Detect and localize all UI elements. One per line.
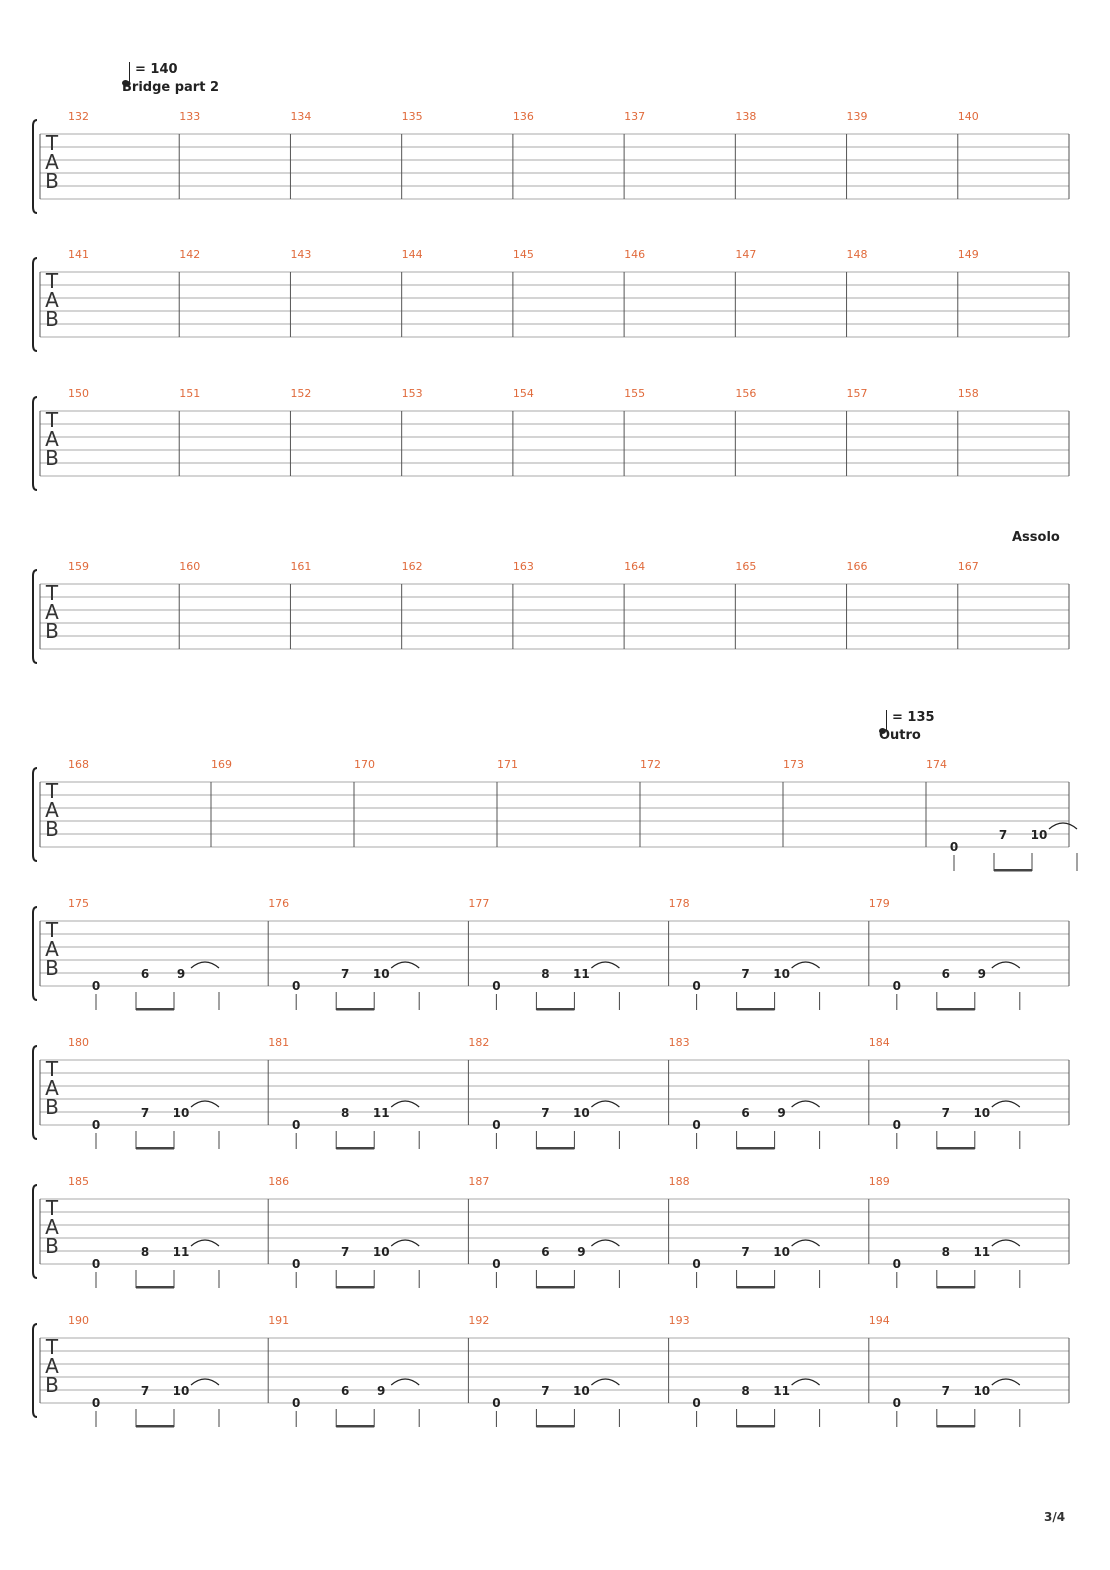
fret-number: 0 bbox=[692, 1118, 701, 1132]
note-beam bbox=[937, 1425, 975, 1428]
tie-arc bbox=[992, 1101, 1020, 1107]
bar-number: 134 bbox=[290, 110, 312, 123]
note-beam bbox=[136, 1008, 174, 1011]
fret-number: 9 bbox=[777, 1106, 786, 1120]
bar-number: 187 bbox=[468, 1175, 490, 1188]
bar-number: 186 bbox=[268, 1175, 290, 1188]
system-bracket bbox=[33, 397, 37, 490]
tab-clef-letter: B bbox=[45, 956, 59, 980]
bar-number: 139 bbox=[846, 110, 868, 123]
tab-clef-letter: B bbox=[45, 307, 59, 331]
fret-number: 0 bbox=[492, 1118, 501, 1132]
bar-number: 168 bbox=[68, 758, 89, 771]
bar-number: 153 bbox=[401, 387, 423, 400]
fret-number: 8 bbox=[941, 1245, 950, 1259]
fret-number: 11 bbox=[372, 1106, 390, 1120]
fret-number: 10 bbox=[1030, 828, 1048, 842]
bar-number: 159 bbox=[68, 560, 89, 573]
note-beam bbox=[937, 1147, 975, 1150]
bar-number: 176 bbox=[268, 897, 290, 910]
fret-number: 0 bbox=[91, 979, 101, 993]
tab-clef-letter: A bbox=[45, 1076, 59, 1100]
bar-number: 140 bbox=[957, 110, 979, 123]
bar-number: 144 bbox=[401, 248, 423, 261]
fret-number: 10 bbox=[372, 967, 390, 981]
tie-arc bbox=[191, 1101, 219, 1107]
fret-number: 0 bbox=[949, 840, 959, 854]
fret-number: 10 bbox=[172, 1106, 190, 1120]
fret-number: 7 bbox=[341, 1245, 350, 1259]
fret-number: 7 bbox=[998, 828, 1008, 842]
fret-number: 0 bbox=[692, 979, 701, 993]
bar-number: 142 bbox=[179, 248, 201, 261]
fret-number: 7 bbox=[941, 1106, 950, 1120]
bar-number: 180 bbox=[68, 1036, 89, 1049]
fret-number: 8 bbox=[541, 967, 550, 981]
system-bracket bbox=[33, 570, 37, 663]
bar-number: 133 bbox=[179, 110, 201, 123]
note-beam bbox=[937, 1286, 975, 1289]
bar-number: 158 bbox=[957, 387, 979, 400]
note-beam bbox=[136, 1286, 174, 1289]
tab-clef-letter: T bbox=[45, 408, 59, 432]
fret-number: 10 bbox=[573, 1106, 590, 1120]
fret-number: 7 bbox=[541, 1384, 550, 1398]
note-beam bbox=[737, 1286, 775, 1289]
fret-number: 7 bbox=[140, 1106, 150, 1120]
fret-number: 6 bbox=[741, 1106, 750, 1120]
note-beam bbox=[136, 1147, 174, 1150]
note-beam bbox=[536, 1425, 574, 1428]
tie-arc bbox=[992, 1240, 1020, 1246]
fret-number: 0 bbox=[292, 1118, 301, 1132]
system-bracket bbox=[33, 1046, 37, 1139]
system-bracket bbox=[33, 1185, 37, 1278]
fret-number: 6 bbox=[941, 967, 950, 981]
note-beam bbox=[336, 1147, 374, 1150]
tie-arc bbox=[1049, 823, 1077, 829]
bar-number: 150 bbox=[68, 387, 89, 400]
tie-arc bbox=[191, 1379, 219, 1385]
fret-number: 10 bbox=[372, 1245, 390, 1259]
note-beam bbox=[536, 1147, 574, 1150]
bar-number: 190 bbox=[68, 1314, 89, 1327]
tab-clef-letter: B bbox=[45, 1234, 59, 1258]
fret-number: 9 bbox=[977, 967, 986, 981]
bar-number: 192 bbox=[468, 1314, 490, 1327]
bar-number: 181 bbox=[268, 1036, 290, 1049]
tab-clef-letter: T bbox=[45, 918, 59, 942]
bar-number: 152 bbox=[290, 387, 312, 400]
tie-arc bbox=[792, 1379, 820, 1385]
bar-number: 189 bbox=[868, 1175, 890, 1188]
bar-number: 132 bbox=[68, 110, 89, 123]
fret-number: 0 bbox=[892, 1118, 901, 1132]
tie-arc bbox=[792, 962, 820, 968]
bar-number: 172 bbox=[640, 758, 661, 771]
tab-clef-letter: T bbox=[45, 269, 59, 293]
fret-number: 0 bbox=[892, 1396, 901, 1410]
bar-number: 136 bbox=[512, 110, 534, 123]
tab-clef-letter: A bbox=[45, 288, 59, 312]
tab-clef-letter: B bbox=[45, 1373, 59, 1397]
fret-number: 0 bbox=[91, 1118, 101, 1132]
tab-clef-letter: T bbox=[45, 1057, 59, 1081]
bar-number: 194 bbox=[868, 1314, 890, 1327]
bar-number: 165 bbox=[735, 560, 757, 573]
note-beam bbox=[336, 1008, 374, 1011]
tempo-marking-outro: = 135 bbox=[892, 710, 935, 725]
fret-number: 10 bbox=[573, 1384, 590, 1398]
bar-number: 173 bbox=[783, 758, 804, 771]
bar-number: 184 bbox=[868, 1036, 890, 1049]
bar-number: 178 bbox=[668, 897, 690, 910]
note-beam bbox=[536, 1286, 574, 1289]
note-beam bbox=[937, 1008, 975, 1011]
fret-number: 0 bbox=[492, 1257, 501, 1271]
tie-arc bbox=[591, 1379, 619, 1385]
section-label-outro: Outro bbox=[879, 728, 921, 743]
bar-number: 148 bbox=[846, 248, 868, 261]
tie-arc bbox=[992, 1379, 1020, 1385]
fret-number: 0 bbox=[292, 1257, 301, 1271]
tab-clef-letter: A bbox=[45, 937, 59, 961]
fret-number: 7 bbox=[541, 1106, 550, 1120]
fret-number: 7 bbox=[941, 1384, 950, 1398]
tie-arc bbox=[391, 1240, 419, 1246]
bar-number: 169 bbox=[211, 758, 232, 771]
bar-number: 185 bbox=[68, 1175, 89, 1188]
system-bracket bbox=[33, 120, 37, 213]
bar-number: 135 bbox=[401, 110, 423, 123]
tab-clef-letter: T bbox=[45, 581, 59, 605]
bar-number: 146 bbox=[624, 248, 646, 261]
tie-arc bbox=[792, 1240, 820, 1246]
tie-arc bbox=[591, 1240, 619, 1246]
bar-number: 182 bbox=[468, 1036, 490, 1049]
bar-number: 147 bbox=[735, 248, 757, 261]
bar-number: 155 bbox=[624, 387, 646, 400]
tab-clef-letter: T bbox=[45, 1196, 59, 1220]
fret-number: 10 bbox=[773, 967, 790, 981]
tab-clef-letter: A bbox=[45, 798, 59, 822]
fret-number: 0 bbox=[692, 1396, 701, 1410]
tab-clef-letter: A bbox=[45, 600, 59, 624]
bar-number: 145 bbox=[512, 248, 534, 261]
bar-number: 151 bbox=[179, 387, 201, 400]
system-bracket bbox=[33, 768, 37, 861]
tab-clef-letter: T bbox=[45, 1335, 59, 1359]
tie-arc bbox=[391, 962, 419, 968]
fret-number: 11 bbox=[973, 1245, 991, 1259]
bar-number: 164 bbox=[624, 560, 646, 573]
fret-number: 10 bbox=[973, 1384, 991, 1398]
fret-number: 7 bbox=[741, 967, 750, 981]
bar-number: 170 bbox=[354, 758, 375, 771]
bar-number: 191 bbox=[268, 1314, 290, 1327]
fret-number: 7 bbox=[741, 1245, 750, 1259]
bar-number: 154 bbox=[512, 387, 534, 400]
bar-number: 160 bbox=[179, 560, 201, 573]
tie-arc bbox=[992, 962, 1020, 968]
bar-number: 141 bbox=[68, 248, 89, 261]
tab-clef-letter: T bbox=[45, 779, 59, 803]
fret-number: 0 bbox=[91, 1257, 101, 1271]
note-beam bbox=[994, 869, 1032, 872]
bar-number: 179 bbox=[868, 897, 890, 910]
tie-arc bbox=[391, 1379, 419, 1385]
bar-number: 137 bbox=[624, 110, 646, 123]
tab-clef-letter: B bbox=[45, 817, 59, 841]
fret-number: 0 bbox=[892, 979, 901, 993]
bar-number: 171 bbox=[497, 758, 518, 771]
fret-number: 11 bbox=[773, 1384, 790, 1398]
bar-number: 157 bbox=[846, 387, 868, 400]
fret-number: 0 bbox=[692, 1257, 701, 1271]
fret-number: 0 bbox=[492, 1396, 501, 1410]
system-bracket bbox=[33, 1324, 37, 1417]
fret-number: 10 bbox=[773, 1245, 790, 1259]
fret-number: 9 bbox=[176, 967, 186, 981]
fret-number: 0 bbox=[292, 1396, 301, 1410]
fret-number: 8 bbox=[741, 1384, 750, 1398]
system-bracket bbox=[33, 258, 37, 351]
fret-number: 0 bbox=[91, 1396, 101, 1410]
fret-number: 7 bbox=[140, 1384, 150, 1398]
system-bracket bbox=[33, 907, 37, 1000]
bar-number: 163 bbox=[512, 560, 534, 573]
fret-number: 0 bbox=[492, 979, 501, 993]
tie-arc bbox=[191, 1240, 219, 1246]
fret-number: 10 bbox=[973, 1106, 991, 1120]
bar-number: 162 bbox=[401, 560, 423, 573]
note-beam bbox=[737, 1147, 775, 1150]
section-label-bridge: Bridge part 2 bbox=[122, 80, 220, 95]
bar-number: 138 bbox=[735, 110, 757, 123]
bar-number: 156 bbox=[735, 387, 757, 400]
tab-clef-letter: B bbox=[45, 1095, 59, 1119]
tab-clef-letter: A bbox=[45, 150, 59, 174]
tab-clef-letter: B bbox=[45, 619, 59, 643]
bar-number: 149 bbox=[957, 248, 979, 261]
fret-number: 6 bbox=[140, 967, 150, 981]
note-beam bbox=[737, 1008, 775, 1011]
fret-number: 8 bbox=[140, 1245, 150, 1259]
tab-clef-letter: A bbox=[45, 427, 59, 451]
fret-number: 6 bbox=[341, 1384, 350, 1398]
bar-number: 174 bbox=[926, 758, 947, 771]
bar-number: 177 bbox=[468, 897, 490, 910]
fret-number: 10 bbox=[172, 1384, 190, 1398]
tempo-marking-bridge: = 140 bbox=[135, 62, 178, 77]
tab-clef-letter: A bbox=[45, 1354, 59, 1378]
tab-clef-letter: A bbox=[45, 1215, 59, 1239]
fret-number: 11 bbox=[172, 1245, 190, 1259]
note-beam bbox=[336, 1425, 374, 1428]
tie-arc bbox=[191, 962, 219, 968]
page-number: 3/4 bbox=[1044, 1510, 1066, 1524]
note-beam bbox=[336, 1286, 374, 1289]
bar-number: 175 bbox=[68, 897, 89, 910]
fret-number: 0 bbox=[292, 979, 301, 993]
tie-arc bbox=[591, 962, 619, 968]
bar-number: 193 bbox=[668, 1314, 690, 1327]
tie-arc bbox=[591, 1101, 619, 1107]
tab-clef-letter: T bbox=[45, 131, 59, 155]
fret-number: 7 bbox=[341, 967, 350, 981]
tab-clef-letter: B bbox=[45, 169, 59, 193]
note-beam bbox=[737, 1425, 775, 1428]
tab-clef-letter: B bbox=[45, 446, 59, 470]
note-beam bbox=[536, 1008, 574, 1011]
tie-arc bbox=[792, 1101, 820, 1107]
fret-number: 6 bbox=[541, 1245, 550, 1259]
bar-number: 188 bbox=[668, 1175, 690, 1188]
fret-number: 9 bbox=[377, 1384, 386, 1398]
note-beam bbox=[136, 1425, 174, 1428]
section-label-assolo: Assolo bbox=[1012, 530, 1060, 545]
bar-number: 166 bbox=[846, 560, 868, 573]
fret-number: 0 bbox=[892, 1257, 901, 1271]
fret-number: 8 bbox=[341, 1106, 350, 1120]
bar-number: 167 bbox=[957, 560, 979, 573]
bar-number: 183 bbox=[668, 1036, 690, 1049]
fret-number: 9 bbox=[577, 1245, 586, 1259]
bar-number: 143 bbox=[290, 248, 312, 261]
tie-arc bbox=[391, 1101, 419, 1107]
bar-number: 161 bbox=[290, 560, 312, 573]
fret-number: 11 bbox=[573, 967, 590, 981]
